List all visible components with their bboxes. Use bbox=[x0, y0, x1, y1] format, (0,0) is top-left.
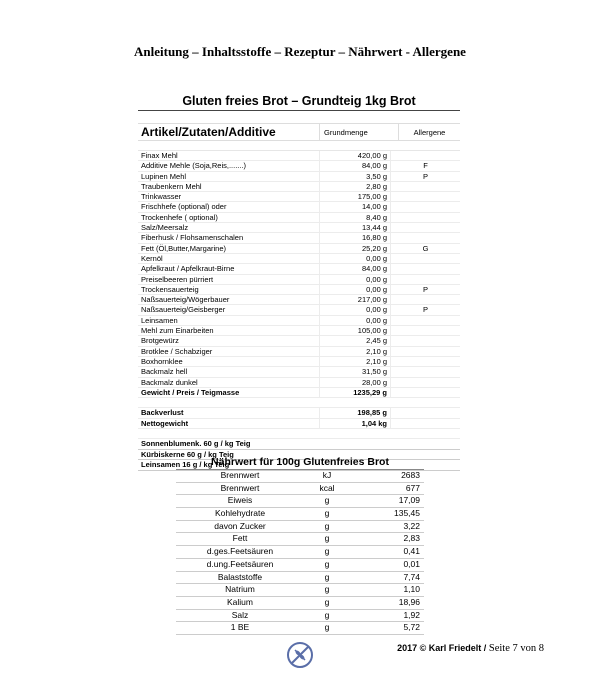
ingredient-row bbox=[138, 336, 460, 346]
ingredient-allergen bbox=[390, 264, 460, 273]
ingredient-amount: 0,00 g bbox=[319, 316, 390, 325]
ingredient-row bbox=[138, 223, 460, 233]
nutrition-row bbox=[176, 521, 424, 534]
ingredient-allergen bbox=[390, 326, 460, 335]
ingredient-allergen bbox=[390, 254, 460, 263]
ingredient-amount: 420,00 g bbox=[319, 151, 390, 160]
ingredient-amount: 25,20 g bbox=[319, 244, 390, 253]
ingredient-row bbox=[138, 295, 460, 305]
ingredient-name: Finax Mehl bbox=[141, 151, 178, 160]
ingredient-allergen bbox=[390, 295, 460, 304]
ingredient-amount: 0,00 g bbox=[319, 275, 390, 284]
nutrition-table bbox=[176, 455, 424, 635]
ingredient-row bbox=[138, 213, 460, 223]
ingredient-allergen: P bbox=[390, 305, 460, 314]
ingredient-row bbox=[138, 316, 460, 326]
nutrient-unit: g bbox=[324, 571, 330, 582]
ingredient-amount: 84,00 g bbox=[319, 161, 390, 170]
nutrition-row bbox=[176, 470, 424, 483]
nutrition-row bbox=[176, 533, 424, 546]
ingredient-allergen bbox=[390, 378, 460, 387]
ingredient-amount: 2,80 g bbox=[319, 182, 390, 191]
nutrient-value: 135,45 bbox=[394, 508, 420, 519]
ingredient-amount: 3,50 g bbox=[319, 172, 390, 181]
ingredient-amount: 2,10 g bbox=[319, 347, 390, 356]
nutrient-unit: g bbox=[324, 558, 330, 569]
ingredient-amount: 14,00 g bbox=[319, 202, 390, 211]
nutrient-value: 1,10 bbox=[403, 584, 420, 595]
ingredient-row bbox=[138, 254, 460, 264]
nutrient-label: Fett bbox=[232, 533, 248, 544]
ingredient-name: Additive Mehle (Soja,Reis,.......) bbox=[141, 161, 247, 171]
ingredient-allergen: P bbox=[390, 285, 460, 294]
ingredient-name: Traubenkern Mehl bbox=[141, 181, 202, 191]
ingredient-name: Mehl zum Einarbeiten bbox=[141, 326, 214, 336]
ingredient-allergen bbox=[390, 347, 460, 356]
nutrient-unit: g bbox=[324, 533, 330, 544]
ingredient-amount: 84,00 g bbox=[319, 264, 390, 273]
ingredient-name: Apfelkraut / Apfelkraut-Birne bbox=[141, 264, 235, 274]
nutrient-value: 5,72 bbox=[403, 622, 420, 633]
ingredient-amount: 31,50 g bbox=[319, 367, 390, 376]
nutrient-value: 0,41 bbox=[403, 546, 420, 557]
nutrition-row bbox=[176, 546, 424, 559]
nutrient-value: 0,01 bbox=[403, 558, 420, 569]
nutrient-value: 18,96 bbox=[398, 596, 420, 607]
nutrient-unit: g bbox=[324, 546, 330, 557]
loss-row: Backverlust 198,85 g bbox=[138, 408, 460, 418]
nutrition-row bbox=[176, 495, 424, 508]
gluten-free-icon bbox=[286, 641, 314, 669]
ingredient-name: Fiberhusk / Flohsamenschalen bbox=[141, 233, 244, 243]
ingredient-name: Trockenhefe ( optional) bbox=[141, 212, 218, 222]
ingredient-name: Backmalz hell bbox=[141, 367, 188, 377]
ingredient-row bbox=[138, 161, 460, 171]
ingredient-allergen bbox=[390, 367, 460, 376]
ingredient-name: Trockensauerteig bbox=[141, 284, 199, 294]
ingredient-name: Trinkwasser bbox=[141, 192, 182, 202]
ingredient-amount: 8,40 g bbox=[319, 213, 390, 222]
ingredient-name: Naßsauerteig/Geisberger bbox=[141, 305, 226, 315]
ingredient-amount: 0,00 g bbox=[319, 254, 390, 263]
footer-page-number: Seite 7 von 8 bbox=[488, 643, 544, 654]
net-row: Nettogewicht 1,04 kg bbox=[138, 419, 460, 429]
ingredient-name: Naßsauerteig/Wögerbauer bbox=[141, 295, 230, 305]
ingredient-name: Lupinen Mehl bbox=[141, 171, 187, 181]
ingredient-row bbox=[138, 182, 460, 192]
nutrient-label: Natrium bbox=[225, 584, 255, 595]
ingredient-allergen bbox=[390, 223, 460, 232]
recipe-table bbox=[138, 92, 460, 471]
nutrition-row bbox=[176, 610, 424, 623]
ingredient-amount: 28,00 g bbox=[319, 378, 390, 387]
ingredient-amount: 13,44 g bbox=[319, 223, 390, 232]
ingredient-allergen: P bbox=[390, 172, 460, 181]
ingredient-allergen bbox=[390, 182, 460, 191]
ingredient-amount: 2,10 g bbox=[319, 357, 390, 366]
nutrient-value: 2,83 bbox=[403, 533, 420, 544]
footer-note: Sonnenblumenk. 60 g / kg Teig bbox=[138, 439, 460, 450]
ingredient-row bbox=[138, 244, 460, 254]
nutrient-label: 1 BE bbox=[230, 622, 250, 633]
nutrition-row bbox=[176, 572, 424, 585]
ingredient-allergen bbox=[390, 151, 460, 160]
nutrient-label: Kohlehydrate bbox=[214, 508, 266, 519]
ingredient-row bbox=[138, 367, 460, 377]
ingredient-name: Brotklee / Schabziger bbox=[141, 346, 213, 356]
nutrient-label: davon Zucker bbox=[214, 520, 266, 531]
nutrition-row bbox=[176, 508, 424, 521]
recipe-title: Gluten freies Brot – Grundteig 1kg Brot bbox=[138, 92, 460, 111]
nutrient-unit: g bbox=[324, 584, 330, 595]
recipe-header-row bbox=[138, 124, 460, 141]
ingredient-amount: 0,00 g bbox=[319, 305, 390, 314]
ingredient-amount: 2,45 g bbox=[319, 336, 390, 345]
ingredient-row bbox=[138, 275, 460, 285]
nutrition-row bbox=[176, 559, 424, 572]
ingredient-amount: 217,00 g bbox=[319, 295, 390, 304]
nutrient-value: 7,74 bbox=[403, 571, 420, 582]
nutrient-label: Salz bbox=[231, 609, 249, 620]
ingredient-amount: 175,00 g bbox=[319, 192, 390, 201]
nutrient-value: 3,22 bbox=[403, 520, 420, 531]
nutrient-value: 1,92 bbox=[403, 609, 420, 620]
ingredient-allergen bbox=[390, 357, 460, 366]
ingredient-row bbox=[138, 172, 460, 182]
nutrient-label: Eiweis bbox=[227, 495, 253, 506]
ingredient-row bbox=[138, 285, 460, 295]
ingredient-row bbox=[138, 202, 460, 212]
ingredient-name: Brotgewürz bbox=[141, 336, 179, 346]
ingredient-row bbox=[138, 151, 460, 161]
nutrient-label: d.ges.Feetsäuren bbox=[206, 546, 274, 557]
nutrition-row bbox=[176, 584, 424, 597]
nutrition-rows bbox=[176, 470, 424, 635]
nutrient-unit: kJ bbox=[322, 470, 332, 480]
ingredient-allergen bbox=[390, 336, 460, 345]
nutrient-value: 677 bbox=[405, 482, 420, 493]
nutrient-unit: g bbox=[324, 609, 330, 620]
ingredient-allergen bbox=[390, 202, 460, 211]
ingredient-amount: 105,00 g bbox=[319, 326, 390, 335]
ingredient-name: Preiselbeeren pürriert bbox=[141, 274, 214, 284]
nutrient-label: Kalium bbox=[227, 596, 253, 607]
ingredient-amount: 16,80 g bbox=[319, 233, 390, 242]
total-row: Gewicht / Preis / Teigmasse 1235,29 g bbox=[138, 388, 460, 398]
ingredient-row bbox=[138, 326, 460, 336]
nutrition-title: Nährwert für 100g Glutenfreies Brot bbox=[176, 455, 424, 470]
ingredient-row bbox=[138, 192, 460, 202]
ingredient-name: Kernöl bbox=[141, 253, 163, 263]
ingredient-allergen bbox=[390, 233, 460, 242]
nutrition-row bbox=[176, 622, 424, 635]
recipe-rows bbox=[138, 151, 460, 388]
ingredient-name: Boxhornklee bbox=[141, 356, 183, 366]
page-header: Anleitung – Inhaltsstoffe – Rezeptur – Nährwert - Allergene bbox=[134, 44, 466, 59]
ingredient-allergen: G bbox=[390, 244, 460, 253]
ingredient-amount: 0,00 g bbox=[319, 285, 390, 294]
ingredient-name: Fett (Öl,Butter,Margarine) bbox=[141, 243, 227, 253]
nutrient-label: Brennwert bbox=[220, 482, 260, 493]
nutrient-label: Brennwert bbox=[220, 470, 260, 480]
nutrient-unit: kcal bbox=[319, 482, 335, 493]
ingredient-name: Frischhefe (optional) oder bbox=[141, 202, 227, 212]
ingredient-allergen bbox=[390, 192, 460, 201]
ingredient-allergen bbox=[390, 213, 460, 222]
nutrient-unit: g bbox=[324, 520, 330, 531]
column-header-item: Artikel/Zutaten/Additive bbox=[141, 125, 276, 139]
ingredient-row bbox=[138, 378, 460, 388]
nutrition-row bbox=[176, 483, 424, 496]
nutrition-row bbox=[176, 597, 424, 610]
ingredient-row bbox=[138, 305, 460, 315]
nutrient-unit: g bbox=[324, 622, 330, 633]
ingredient-row bbox=[138, 264, 460, 274]
footer-note: Leinsamen 16 g / kg Teig bbox=[138, 460, 460, 471]
nutrient-unit: g bbox=[324, 495, 330, 506]
nutrient-unit: g bbox=[324, 508, 330, 519]
column-header-amount: Grundmenge bbox=[319, 124, 398, 140]
footer-note: Kürbiskerne 60 g / kg Teig bbox=[138, 450, 460, 461]
ingredient-name: Salz/Meersalz bbox=[141, 223, 189, 233]
ingredient-name: Backmalz dunkel bbox=[141, 377, 198, 387]
ingredient-row bbox=[138, 357, 460, 367]
nutrient-value: 17,09 bbox=[398, 495, 420, 506]
page-footer bbox=[397, 643, 544, 654]
nutrient-label: d.ung.Feetsäuren bbox=[206, 558, 274, 569]
nutrient-value: 2683 bbox=[401, 470, 420, 480]
nutrient-label: Balaststoffe bbox=[217, 571, 263, 582]
ingredient-allergen bbox=[390, 275, 460, 284]
ingredient-row bbox=[138, 347, 460, 357]
ingredient-allergen bbox=[390, 316, 460, 325]
footer-author: 2017 © Karl Friedelt / bbox=[397, 643, 487, 653]
ingredient-row bbox=[138, 233, 460, 243]
nutrient-unit: g bbox=[324, 596, 330, 607]
column-header-allergen: Allergene bbox=[398, 124, 460, 140]
ingredient-name: Leinsamen bbox=[141, 315, 178, 325]
ingredient-allergen: F bbox=[390, 161, 460, 170]
